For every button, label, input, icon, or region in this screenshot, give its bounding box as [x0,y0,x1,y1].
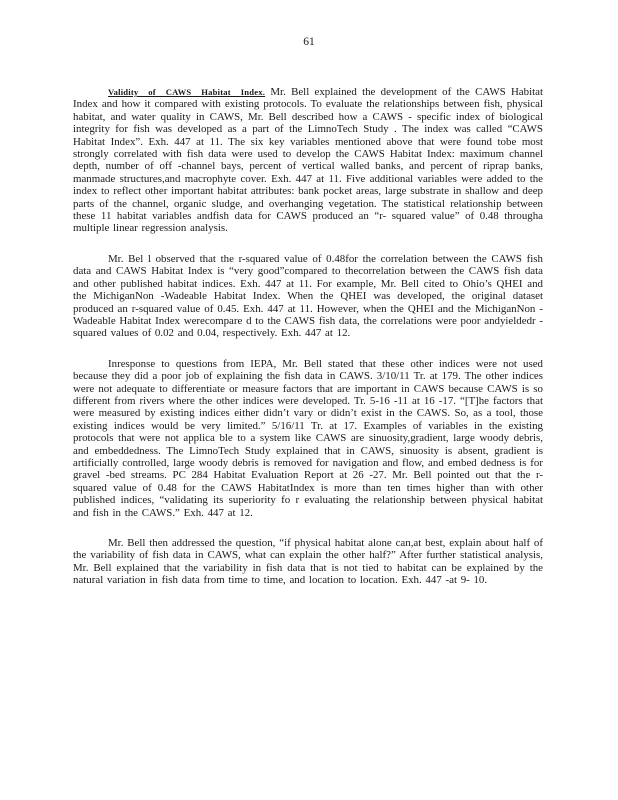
paragraph-text: Mr. Bell then addressed the question, “if physical habitat alone can,at best, explain about half of the variability of fish data in CAWS, what can explain the other half?” After further statistical analysis, Mr. Bell explained that the variability in fish data that is not tied to habitat can be explained by the natural variation in fish data from time to time, and location to location. Exh. 447 -at 9- 10. [73,537,543,587]
paragraph-text: Inresponse to questions from IEPA, Mr. Bell stated that these other indices were not used because they did a poor job of explaining the fish data in CAWS. 3/10/11 Tr. at 179. The other indices were not adequate to differentiate or measure factors that are important in CAWS because CAWS is so different from rivers where the other indices were developed. Tr. 5-16 -11 at 16 -17. “[T]he factors that were measured by existing indices either didn’t vary or didn’t exist in the CAWS. So, as a tool, those existing indices would be very limited.” 5/16/11 Tr. at 17. Examples of variables in the existing protocols that were not applica ble to a system like CAWS are sinuosity,gradient, large woody debris, and embeddedness. The LimnoTech Study explained that in CAWS, sinuosity is absent, gradient is artificially controlled, large woody debris is removed for navigation and flow, and embed dedness is for gravel -bed streams. PC 284 Habitat Evaluation Report at 26 -27. Mr. Bell pointed out that the r-squared value of 0.48 for the CAWS HabitatIndex is more than ten times higher than with other published indices, “validating its superiority fo r evaluating the relationship between physical habitat and fish in the CAWS.” Exh. 447 at 12. [73,357,543,519]
paragraph-variability [73,537,543,587]
paragraph-text: Mr. Bel l observed that the r-squared value of 0.48for the correlation between the CAWS fish data and CAWS Habitat Index is “very good”compared to thecorrelation between the CAWS fish data and other published habitat indices. Exh. 447 at 11. For example, Mr. Bell cited to Ohio’s QHEI and the MichiganNon -Wadeable Habitat Index. When the QHEI was developed, the original dataset produced an r-squared value of 0.45. Exh. 447 at 11. However, when the QHEI and the MichiganNon -Wadeable Habitat Index werecompare d to the CAWS fish data, the correlations were poor andyieldedr -squared values of 0.02 and 0.04, respectively. Exh. 447 at 12. [73,252,543,340]
page-number: 61 [303,36,315,48]
paragraph-r-squared [73,253,543,340]
paragraph-validity [73,86,543,235]
body-text [73,86,543,605]
paragraph-text: Mr. Bell explained the development of the CAWS Habitat Index and how it compared with existing protocols. To evaluate the relationships between fish, physical habitat, and water quality in CAWS, Mr. Bell described how a CAWS - specific index of biological integrity for fish was developed as a part of the LimnoTech Study . The index was called “CAWS Habitat Index”. Exh. 447 at 11. The six key variables mentioned above that were found tobe most strongly correlated with fish data were used to develop the CAWS Habitat Index: maximum channel depth, number of off -channel bays, percent of vertical walled banks, and percent of riprap banks, manmade structures,and macrophyte cover. Exh. 447 at 11. Five additional variables were added to the index to reflect other important habitat attributes: bank pocket areas, large substrate in shallow and deep parts of the channel, organic sludge, and overhanging vegetation. The statistical relationship between these 11 habitat variables andfish data for CAWS produced an “r- squared value” of 0.48 througha multiple linear regression analysis. [73,86,543,235]
section-heading: Validity of CAWS Habitat Index. [108,87,266,97]
paragraph-iepa-response [73,358,543,519]
